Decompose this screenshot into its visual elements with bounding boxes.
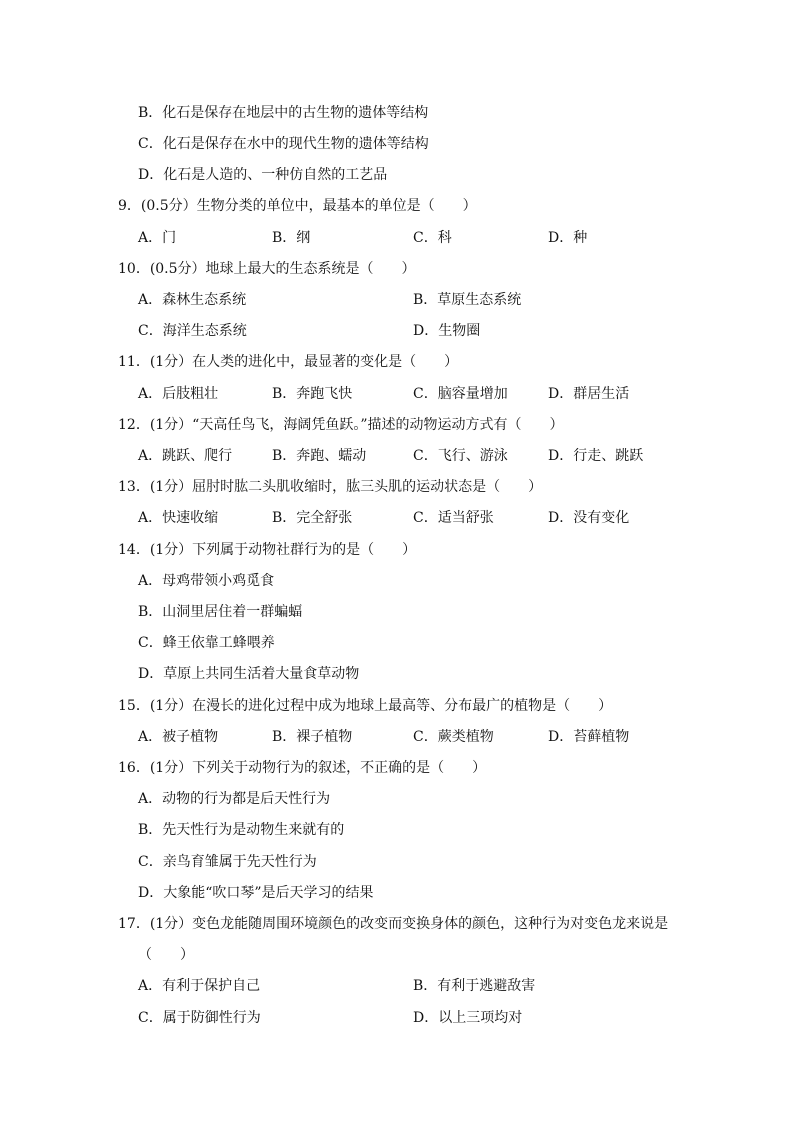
q14-option-d: D．草原上共同生活着大量食草动物	[138, 666, 360, 682]
q11-stem: 11．(1分）在人类的进化中，最显著的变化是（ ）	[118, 354, 459, 370]
q11-option-d: D．群居生活	[548, 386, 630, 402]
q16-option-a: A．动物的行为都是后天性行为	[138, 791, 331, 807]
q11-option-a: A．后肢粗壮	[138, 386, 219, 402]
q9-option-c: C．科	[413, 230, 452, 246]
q9-option-d: D．种	[548, 230, 588, 246]
q15-option-b: B．裸子植物	[272, 729, 353, 745]
q8-option-d: D．化石是人造的、一种仿自然的工艺品	[138, 167, 388, 183]
q16-option-d: D．大象能“吹口琴”是后天学习的结果	[138, 885, 374, 901]
q15-stem: 15．(1分）在漫长的进化过程中成为地球上最高等、分布最广的植物是（ ）	[118, 698, 613, 714]
q13-option-a: A．快速收缩	[138, 510, 219, 526]
q17-stem: 17．(1分）变色龙能随周围环境颜色的改变而变换身体的颜色，这种行为对变色龙来说是	[118, 916, 669, 932]
q14-stem: 14．(1分）下列属于动物社群行为的是（ ）	[118, 542, 417, 558]
q17-option-b: B．有利于逃避敌害	[413, 978, 536, 994]
q11-option-b: B．奔跑飞快	[272, 386, 353, 402]
q12-option-b: B．奔跑、蠕动	[272, 448, 367, 464]
q13-option-d: D．没有变化	[548, 510, 630, 526]
q11-option-c: C．脑容量增加	[413, 386, 508, 402]
q10-option-c: C．海洋生态系统	[138, 323, 247, 339]
q14-option-b: B．山洞里居住着一群蝙蝠	[138, 604, 303, 620]
q12-option-d: D．行走、跳跃	[548, 448, 644, 464]
q15-option-a: A．被子植物	[138, 729, 219, 745]
q13-stem: 13．(1分）屈肘时肱二头肌收缩时，肱三头肌的运动状态是（ ）	[118, 479, 543, 495]
q15-option-d: D．苔藓植物	[548, 729, 630, 745]
q17-option-c: C．属于防御性行为	[138, 1010, 261, 1026]
q17-option-a: A．有利于保护自己	[138, 978, 261, 994]
q13-option-c: C．适当舒张	[413, 510, 494, 526]
q12-option-a: A．跳跃、爬行	[138, 448, 233, 464]
q16-option-c: C．亲鸟育雏属于先天性行为	[138, 854, 317, 870]
q10-stem: 10．(0.5分）地球上最大的生态系统是（ ）	[118, 261, 416, 277]
q12-option-c: C．飞行、游泳	[413, 448, 508, 464]
q10-option-b: B．草原生态系统	[413, 292, 522, 308]
q15-option-c: C．蕨类植物	[413, 729, 494, 745]
q12-stem: 12．(1分）“天高任鸟飞，海阔凭鱼跃。”描述的动物运动方式有（ ）	[118, 417, 564, 433]
q9-stem: 9．(0.5分）生物分类的单位中，最基本的单位是（ ）	[118, 198, 477, 214]
q17-option-d: D．以上三项均对	[413, 1010, 523, 1026]
q10-option-d: D．生物圈	[413, 323, 481, 339]
q13-option-b: B．完全舒张	[272, 510, 353, 526]
q14-option-a: A．母鸡带领小鸡觅食	[138, 573, 275, 589]
q16-stem: 16．(1分）下列关于动物行为的叙述，不正确的是（ ）	[118, 760, 487, 776]
q14-option-c: C．蜂王依靠工蜂喂养	[138, 635, 275, 651]
q10-option-a: A．森林生态系统	[138, 292, 247, 308]
q17-stem-continued: （ ）	[138, 947, 194, 963]
q9-option-a: A．门	[138, 230, 177, 246]
q8-option-c: C．化石是保存在水中的现代生物的遗体等结构	[138, 136, 429, 152]
q8-option-b: B．化石是保存在地层中的古生物的遗体等结构	[138, 105, 429, 121]
q9-option-b: B．纲	[272, 230, 311, 246]
q16-option-b: B．先天性行为是动物生来就有的	[138, 822, 345, 838]
